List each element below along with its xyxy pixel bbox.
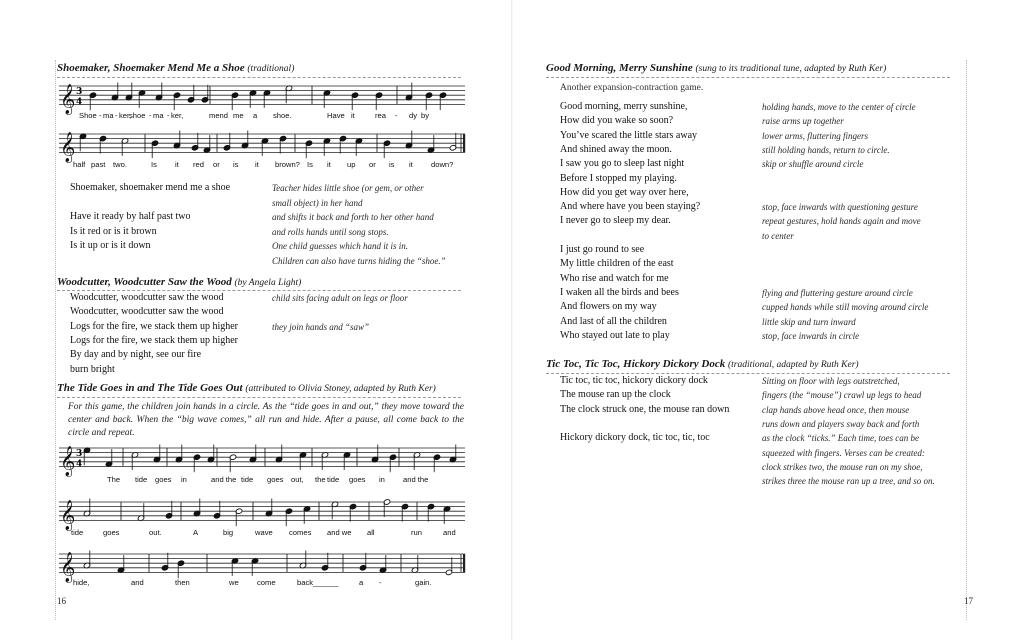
song-lyric-line: And where have you been staying? [560,201,701,213]
treble-clef-icon: 𝄞 [60,446,76,477]
song-lyric-line: Who stayed out late to play [560,329,670,341]
gesture-note: runs down and players sway back and forth [762,418,920,429]
song-lyric-line: Logs for the fire, we stack them up higher [70,320,239,332]
gesture-note: fingers (the “mouse”) crawl up legs to head [762,390,922,401]
sunshine-intro-text: Another expansion-contraction game. [560,83,704,93]
lyric-syllable: dy [409,111,418,120]
song-lyric-line: Is it red or is it brown [70,225,157,237]
song-lyric-line: And flowers on my way [560,301,657,313]
lyric-syllable: A [193,528,199,537]
gesture-note: they join hands and “saw” [272,321,370,332]
gesture-note: Teacher hides little shoe (or gem, or other [272,183,424,193]
lyric-syllable: is [389,160,395,169]
lyric-syllable: red [193,160,204,169]
title-rule [546,373,950,374]
song-lyric-line: Hickory dickory dock, tic toc, tic, toc [560,432,710,444]
gesture-note: still holding hands, return to circle. [762,144,890,155]
time-signature-top: 3 [76,87,83,98]
lyric-syllable: Is [307,160,313,169]
lyric-syllable: - [149,111,152,120]
lyric-syllable: is [233,160,239,169]
song-title-tictoc: Tic Toc, Tic Toc, Hickory Dickory Dock (traditional, adapted by Ruth Ker) [546,358,859,370]
lyric-syllable: past [91,160,106,169]
lyric-syllable: half [73,160,86,169]
song-lyric-line: Woodcutter, woodcutter saw the wood [70,292,224,303]
lyric-syllable: big [223,528,234,537]
lyric-syllable: ma [103,111,114,120]
lyric-syllable: The [107,475,121,484]
time-signature-top: 3 [76,449,83,460]
song-lyric-line: And last of all the children [560,315,667,327]
song-lyric-line: Woodcutter, woodcutter saw the wood [70,306,224,318]
gesture-note: Sitting on floor with legs outstretched, [762,376,900,386]
title-rule [57,397,461,398]
song-title-shoemaker: Shoemaker, Shoemaker Mend Me a Shoe (traditional) [57,62,295,74]
lyric-syllable: out, [291,475,304,484]
gesture-note: strikes three the mouse ran up a tree, and so on. [762,476,935,487]
lyric-syllable: it [327,160,331,169]
gesture-note: stop, face inwards with questioning gesture [762,202,918,213]
title-rule [546,77,950,78]
song-lyric-line: burn bright [70,363,115,375]
treble-clef-icon: 𝄞 [60,84,76,115]
song-lyric-line: Who rise and watch for me [560,272,669,284]
lyric-syllable: ker, [171,111,184,120]
final-bar-line [463,134,465,152]
song-lyric-line: I never go to sleep my dear. [560,215,671,227]
lyric-syllable: - [115,111,118,120]
lyric-syllable: gain. [415,578,432,587]
lyric-syllable: and the [211,475,237,484]
gesture-note: little skip and turn inward [762,316,856,327]
lyric-syllable: ma [153,111,164,120]
gesture-note: holding hands, move to the center of circle [762,102,916,112]
lyric-syllable: and [131,578,144,587]
lyric-syllable: - [395,111,398,120]
gesture-note: Children can also have turns hiding the “shoe.” [272,255,446,266]
lyric-syllable: goes [103,528,120,537]
gesture-note: raise arms up together [762,116,844,127]
lyric-syllable: - [99,111,102,120]
lyric-syllable: shoe [129,111,146,120]
treble-clef-icon: 𝄞 [60,500,76,531]
lyric-syllable: comes [289,528,312,537]
lyric-syllable: Have [327,111,345,120]
song-lyric-line: The mouse ran up the clock [560,389,671,401]
right-page [512,0,1024,640]
song-lyric-line: Is it up or is it down [70,240,151,251]
time-signature-bottom: 4 [76,459,83,470]
song-lyric-line: The clock struck one, the mouse ran down [560,403,730,415]
gesture-note: lower arms, fluttering fingers [762,130,869,141]
song-lyric-line: How did you get way over here, [560,186,689,198]
gesture-note: stop, face inwards in circle [762,330,860,341]
lyric-syllable: - [379,578,382,587]
lyric-syllable: tide [241,475,254,484]
gesture-note: cupped hands while still moving around circle [762,302,929,313]
lyric-syllable: tide [71,528,84,537]
lyric-syllable: then [175,578,190,587]
lyric-syllable: tide [135,475,148,484]
song-lyric-line: I just go round to see [560,244,645,255]
lyric-syllable: all [367,528,375,537]
song-lyric-line: Good morning, merry sunshine, [560,101,688,112]
song-lyric-line: Shoemaker, shoemaker mend me a shoe [70,182,231,193]
lyric-syllable: it [175,160,179,169]
title-rule [57,77,461,78]
lyric-syllable: we [229,578,239,587]
lyric-syllable: it [255,160,259,169]
gesture-note: flying and fluttering gesture around circle [762,287,913,298]
gesture-note: clock strikes two, the mouse ran on my shoe, [762,461,923,472]
song-lyric-line: Tic toc, tic toc, hickory dickory dock [560,375,708,386]
song-lyric-line: Logs for the fire, we stack them up higher [70,334,239,346]
lyric-syllable: in [181,475,187,484]
gesture-note: squeezed with fingers. Verses can be created: [762,447,925,458]
song-lyric-line: I waken all the birds and bees [560,286,679,298]
song-title-tide: The Tide Goes in and The Tide Goes Out (attributed to Olivia Stoney, adapted by Ruth Ker) [57,382,436,394]
page-number: 17 [964,596,973,606]
lyric-syllable: two. [113,160,127,169]
gesture-note: to center [762,230,794,241]
lyric-syllable: hide, [73,578,90,587]
lyric-syllable: tide [327,475,340,484]
song-lyric-line: How did you wake so soon? [560,115,674,127]
lyric-syllable: out. [149,528,162,537]
lyric-syllable: run [411,528,422,537]
page-margin-line [966,60,967,620]
song-lyric-line: I saw you go to sleep last night [560,158,685,170]
lyric-syllable: or [369,160,376,169]
song-lyric-line: By day and by night, see our fire [70,349,202,361]
gesture-note: child sits facing adult on legs or floor [272,293,408,303]
gesture-note: and rolls hands until song stops. [272,226,389,237]
lyric-syllable: and we [327,528,352,537]
gesture-note: and shifts it back and forth to her other hand [272,212,434,222]
lyric-syllable: the [315,475,326,484]
lyric-syllable: it [351,111,355,120]
lyric-syllable: it [409,160,413,169]
treble-clef-icon: 𝄞 [60,132,76,163]
song-lyric-line: And shined away the moon. [560,143,672,155]
lyric-syllable: shoe. [273,111,292,120]
lyric-syllable: me [233,111,244,120]
gesture-note: clap hands above head once, then mouse [762,404,910,415]
lyric-syllable: come [257,578,276,587]
lyric-syllable: down? [431,160,454,169]
title-rule [57,290,461,291]
lyric-syllable: rea [375,111,386,120]
lyric-syllable: Is [151,160,157,169]
gesture-note: small object) in her hand [272,197,363,208]
time-signature-bottom: 4 [76,97,83,108]
gesture-note: as the clock “ticks.” Each time, toes can be [762,433,919,444]
lyric-syllable: and the [403,475,429,484]
lyric-syllable: a [359,578,364,587]
page-margin-line [55,60,56,620]
lyric-syllable: up [347,160,356,169]
song-title-sunshine: Good Morning, Merry Sunshine (sung to its traditional tune, adapted by Ruth Ker) [546,62,887,74]
song-lyric-line: You’ve scared the little stars away [560,129,698,141]
lyric-syllable: goes [267,475,284,484]
lyric-syllable: - [167,111,170,120]
lyric-syllable: back______ [297,578,339,587]
final-bar-line [463,554,465,572]
page-number: 16 [57,596,66,606]
lyric-syllable: a [253,111,258,120]
lyric-syllable: or [213,160,220,169]
song-lyric-line: Before I stopped my playing. [560,172,677,184]
treble-clef-icon: 𝄞 [60,552,76,583]
lyric-syllable: goes [155,475,172,484]
lyric-syllable: brown? [275,160,300,169]
lyric-syllable: by [421,111,430,120]
gesture-note: repeat gestures, hold hands again and move [762,216,921,227]
song-title-woodcutter: Woodcutter, Woodcutter Saw the Wood (by Angela Light) [57,276,302,288]
tide-intro-text: For this game, the children join hands in a circle. As the “tide goes in and out,” they move toward the center and back. When the “big wave comes,” all run and hide. After a pause, all come back to the circle and repeat. [68,402,464,438]
lyric-syllable: wave [255,528,273,537]
lyric-syllable: Shoe [79,111,97,120]
song-lyric-line: Have it ready by half past two [70,211,191,222]
song-lyric-line: My little children of the east [560,258,674,270]
gesture-note: skip or shuffle around circle [762,159,864,170]
lyric-syllable: in [379,475,385,484]
lyric-syllable: ker, [119,111,132,120]
gesture-note: One child guesses which hand it is in. [272,241,408,251]
lyric-syllable: goes [349,475,366,484]
lyric-syllable: mend [209,111,228,120]
lyric-syllable: and [443,528,456,537]
